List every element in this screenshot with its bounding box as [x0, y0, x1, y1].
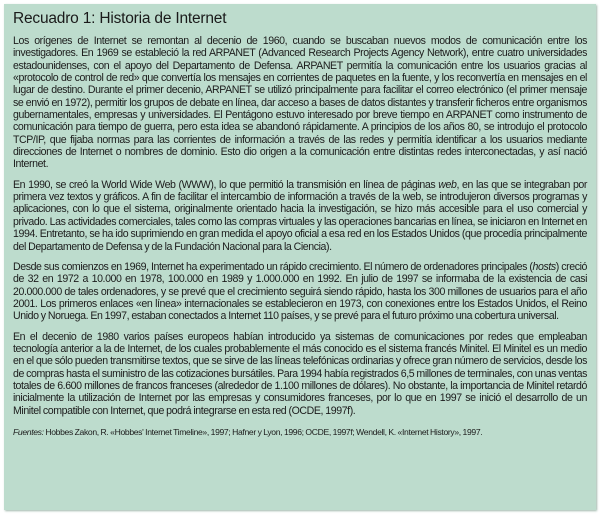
text-box: [4, 4, 596, 510]
text: Los orígenes de Internet se remontan al decenio de 1960, cuando se buscaban nuevos modos de comunicación entre los investigadores. En 1969 se estableció la red ARPANET (Advanced Research Projects Agency Network), entre cuatro universidades estadounidenses, con el apoyo del Departamento de Defensa. ARPANET permitía la comunicación entre los usuarios gracias al «protocolo de control de red» que convertía los mensajes en corrientes de paquetes en la fuente, y los reconvertía en mensajes en el lugar de destino. Durante el primer decenio, ARPANET se utilizó principalmente para facilitar el correo electrónico (el primer mensaje se envió en 1972), permitir los grupos de debate en línea, dar acceso a bases de datos distantes y transferir ficheros entre organismos gubernamentales, empresas y universidades. El Pentágono estuvo interesado por breve tiempo en ARPANET como instrumento de comunicación para tiempo de guerra, pero esta idea se abandonó rápidamente. A principios de los años 80, se introdujo el protocolo TCP/IP, que fijaba normas para las corrientes de información a través de las redes y permitía identificar a los usuarios mediante direcciones de Internet o nombres de dominio. Esto dio origen a la comunicación entre distintas redes interconectadas, y así nació Internet.: [13, 35, 587, 171]
paragraph-1: [13, 35, 587, 171]
box-title: Recuadro 1: Historia de Internet: [13, 10, 227, 27]
sources-label: Fuentes:: [13, 426, 44, 437]
sources-text: Hobbes Zakon, R. «Hobbes' Internet Timeline», 1997; Hafner y Lyon, 1996; OCDE, 1997f; Wendell, K. «Internet History», 1997.: [43, 426, 483, 437]
text: , en las que se integraban por primera vez textos y gráficos. A fin de facilitar el intercambio de información a través de la web, se introdujeron diversos programas y aplicaciones, con lo que el sistema, originalmente orientado hacia la investigación, se hizo más accesible para el uso comercial y privado. Las actividades comerciales, tales como las compras virtuales y las operaciones bancarias en línea, se iniciaron en Internet en 1994. Entretanto, se ha ido suprimiendo en gran medida el apoyo oficial a esa red en los Estados Unidos (que procedía principalmente del Departamento de Defensa y de la Fundación Nacional para la Ciencia).: [13, 178, 587, 253]
paragraph-3: [13, 261, 587, 323]
paragraph-4: [13, 331, 587, 417]
italic-term: hosts: [532, 260, 556, 273]
text: ) creció de 32 en 1972 a 10.000 en 1978, 100.000 en 1989 y 1.000.000 en 1992. En julio de 1997 se informaba de la existencia de casi 20.000.000 de tales ordenadores, y se prevé que el crecimiento seguirá siendo rápido, hasta los 300 millones de usuarios para el año 2001. Los primeros enlaces «en línea» internacionales se establecieron en 1973, con conexiones entre los Estados Unidos, el Reino Unido y Noruega. En 1997, estaban conectados a Internet 110 países, y se prevé para el futuro próximo una cobertura universal.: [13, 260, 588, 323]
text: Desde sus comienzos en 1969, Internet ha experimentado un rápido crecimiento. El número de ordenadores principales (: [13, 260, 533, 273]
italic-term: web: [438, 178, 457, 191]
sources: [13, 426, 587, 438]
paragraph-2: [13, 179, 587, 253]
text: En el decenio de 1980 varios países europeos habían introducido ya sistemas de comunicaciones por redes que empleaban tecnología anterior a la de Internet, de los cuales probablemente el más conocido es el sistema francés Minitel. El Minitel es un medio en el que sólo pueden transmitirse textos, que se sirve de las líneas telefónicas ordinarias y ofrece gran número de servicios, desde los de compras hasta el suministro de las cotizaciones bursátiles. Para 1994 había registrados 6,5 millones de terminales, con unas ventas totales de 6.600 millones de francos franceses (alrededor de 1.100 millones de dólares). No obstante, la importancia de Minitel retardó inicialmente la utilización de Internet por las empresas y consumidores franceses, por lo que en 1997 se inició el desarrollo de un Minitel compatible con Internet, que podrá integrarse en esta red (OCDE, 1997f).: [13, 330, 587, 417]
text: En 1990, se creó la World Wide Web (WWW), lo que permitió la transmisión en línea de páginas: [13, 178, 439, 191]
